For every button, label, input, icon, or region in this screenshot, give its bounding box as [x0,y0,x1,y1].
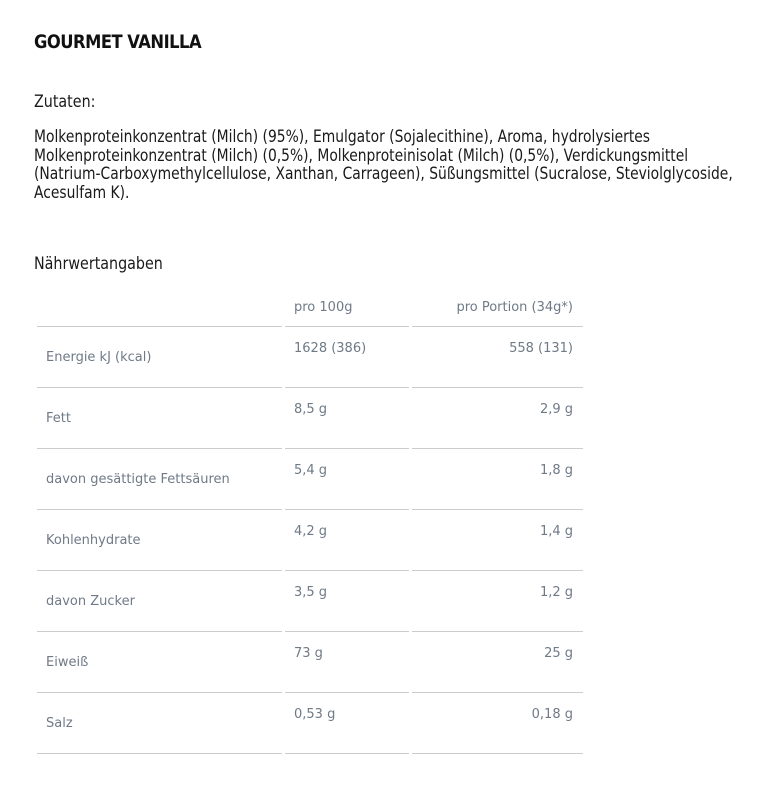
header-cell-name [37,288,282,327]
header-cell-per100: pro 100g [285,288,409,327]
nutrient-per100: 3,5 g [285,571,409,632]
nutrient-per-portion: 1,4 g [412,510,583,571]
nutrient-per-portion: 0,18 g [412,693,583,754]
nutrition-table [37,288,583,754]
ingredients-line: Molkenproteinkonzentrat (Milch) (95%), Emulgator (Sojalecithine), Aroma, hydrolysiertes [34,127,651,146]
nutrient-per100: 8,5 g [285,388,409,449]
nutrient-per100: 4,2 g [285,510,409,571]
ingredients-line: (Natrium-Carboxymethylcellulose, Xanthan, Carrageen), Süßungsmittel (Sucralose, Steviolglycoside, [34,164,733,183]
nutrient-name: Kohlenhydrate [37,510,282,571]
nutrient-name: Energie kJ (kcal) [37,327,282,388]
ingredients-line: Molkenproteinkonzentrat (Milch) (0,5%), Molkenproteinisolat (Milch) (0,5%), Verdickungsmittel [34,145,689,165]
table-row [37,449,583,510]
nutrient-per100: 1628 (386) [285,327,409,388]
nutrient-name: Eiweiß [37,632,282,693]
table-row [37,632,583,693]
nutrient-per-portion: 1,8 g [412,449,583,510]
header-cell-per-portion: pro Portion (34g*) [412,288,583,327]
nutrition-heading: Nährwertangaben [34,254,163,274]
nutrient-per-portion: 25 g [412,632,583,693]
product-title: GOURMET VANILLA [34,31,202,53]
nutrient-per100: 73 g [285,632,409,693]
ingredients-heading: Zutaten: [34,92,96,112]
nutrient-per-portion: 558 (131) [412,327,583,388]
table-row [37,327,583,388]
nutrient-per100: 0,53 g [285,693,409,754]
nutrient-name: Fett [37,388,282,449]
ingredients-line: Acesulfam K). [34,182,130,202]
table-row [37,510,583,571]
nutrient-name: Salz [37,693,282,754]
nutrient-per-portion: 1,2 g [412,571,583,632]
nutrient-per-portion: 2,9 g [412,388,583,449]
table-row [37,388,583,449]
table-header-row [37,288,583,327]
ingredients-text [34,128,780,202]
table-row [37,693,583,754]
nutrient-name: davon Zucker [37,571,282,632]
nutrient-per100: 5,4 g [285,449,409,510]
table-row [37,571,583,632]
nutrient-name: davon gesättigte Fettsäuren [37,449,282,510]
